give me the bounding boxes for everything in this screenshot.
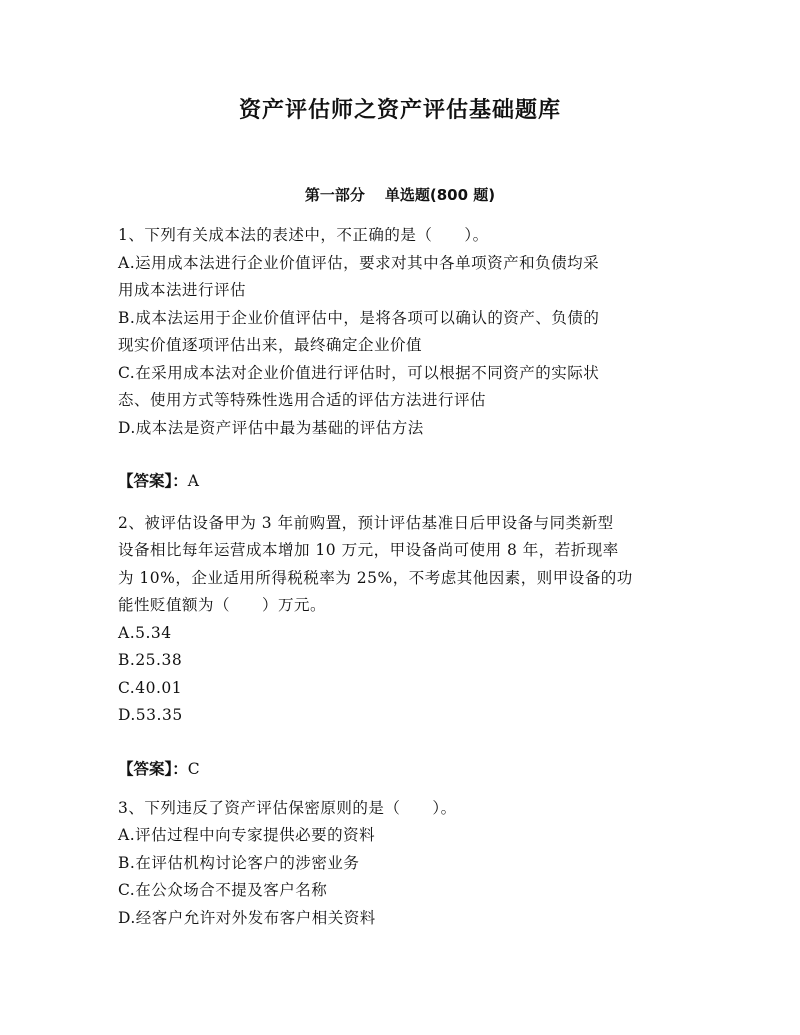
question-2-stem-cont-3: 能性贬值额为（ ）万元。 <box>118 596 327 614</box>
question-3-option-d: D.经客户允许对外发布客户相关资料 <box>118 909 376 927</box>
section-heading <box>0 184 800 205</box>
question-2-stem: 2、被评估设备甲为 3 年前购置，预计评估基准日后甲设备与同类新型 <box>118 514 614 532</box>
question-3-stem: 3、下列违反了资产评估保密原则的是（ ）。 <box>118 799 457 817</box>
question-2-option-b: B.25.38 <box>118 651 183 669</box>
question-2-answer <box>118 757 200 779</box>
question-1-option-a-cont: 用成本法进行评估 <box>118 281 247 299</box>
answer-label: 【答案】： <box>118 760 188 778</box>
document-title: 资产评估师之资产评估基础题库 <box>238 98 561 123</box>
answer-value: A <box>187 472 199 490</box>
question-1-option-b: B.成本法运用于企业价值评估中，是将各项可以确认的资产、负债的 <box>118 309 600 327</box>
question-1-option-a: A.运用成本法进行企业价值评估，要求对其中各单项资产和负债均采 <box>118 254 600 272</box>
question-1-stem: 1、下列有关成本法的表述中，不正确的是（ ）。 <box>118 226 489 244</box>
question-3-option-c: C.在公众场合不提及客户名称 <box>118 881 328 899</box>
question-1-option-b-cont: 现实价值逐项评估出来，最终确定企业价值 <box>118 336 423 354</box>
question-1-option-d: D.成本法是资产评估中最为基础的评估方法 <box>118 419 424 437</box>
section-name: 单选题(800 题) <box>384 186 496 204</box>
question-1-option-c-cont: 态、使用方式等特殊性选用合适的评估方法进行评估 <box>118 391 487 409</box>
question-2-option-d: D.53.35 <box>118 706 183 724</box>
question-3-option-a: A.评估过程中向专家提供必要的资料 <box>118 826 376 844</box>
question-2-option-a: A.5.34 <box>118 624 172 642</box>
question-2-stem-cont-1: 设备相比每年运营成本增加 10 万元，甲设备尚可使用 8 年，若折现率 <box>118 541 619 559</box>
question-3-option-b: B.在评估机构讨论客户的涉密业务 <box>118 854 360 872</box>
question-2-option-c: C.40.01 <box>118 679 183 697</box>
question-1-answer <box>118 469 199 491</box>
question-2-stem-cont-2: 为 10%，企业适用所得税税率为 25%，不考虑其他因素，则甲设备的功 <box>118 569 633 587</box>
section-part: 第一部分 <box>304 186 365 204</box>
answer-value: C <box>187 760 200 778</box>
answer-label: 【答案】： <box>118 472 188 490</box>
question-1-option-c: C.在采用成本法对企业价值进行评估时，可以根据不同资产的实际状 <box>118 364 600 382</box>
